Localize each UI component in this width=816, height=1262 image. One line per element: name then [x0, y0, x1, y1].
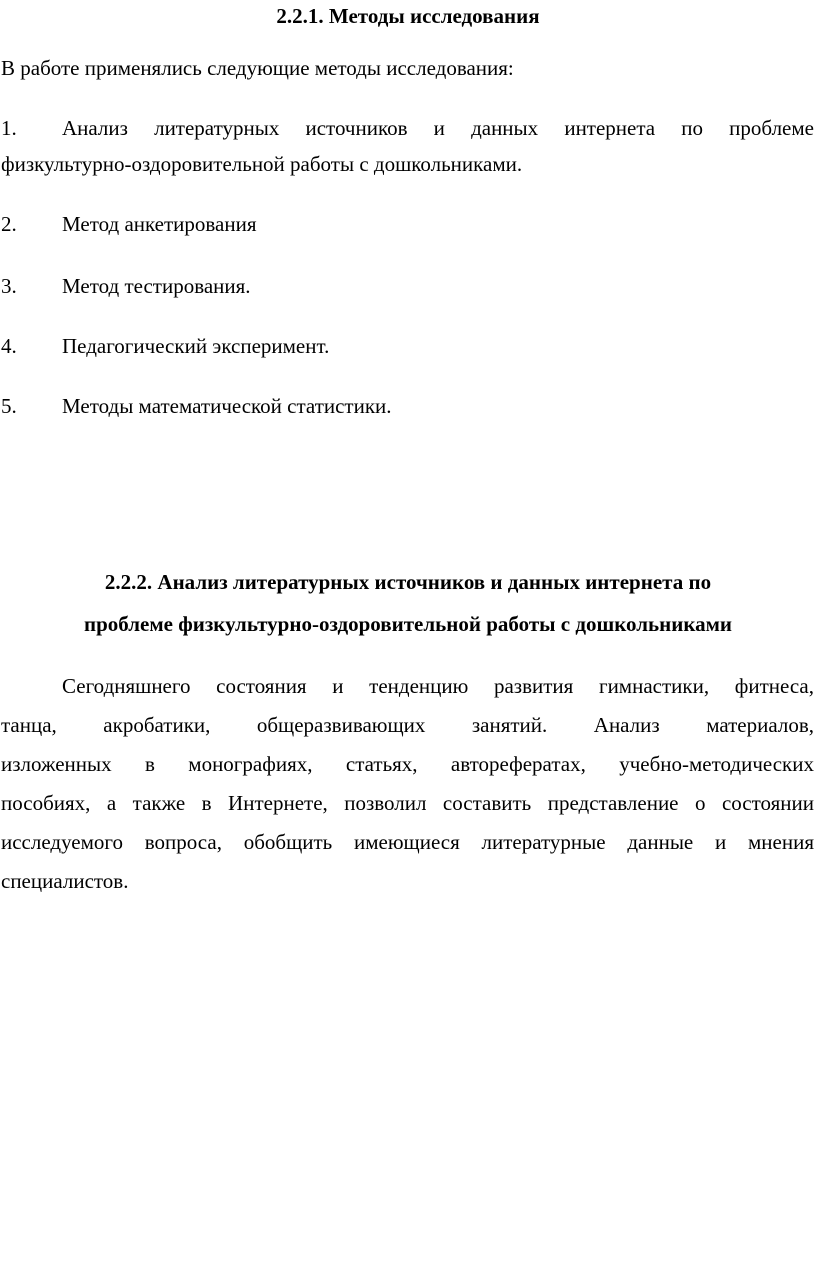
- list-item-number: 2.: [1, 212, 17, 236]
- list-item-text: Педагогический эксперимент.: [62, 334, 330, 358]
- heading-line: 2.2.2. Анализ литературных источников и данных интернета по: [104, 570, 712, 594]
- list-item: [0, 212, 814, 240]
- heading-line: проблеме физкультурно-оздоровительной работы с дошкольниками: [83, 612, 733, 636]
- intro-text: В работе применялись следующие методы исследования:: [1, 56, 514, 80]
- list-item: [0, 334, 814, 362]
- paragraph-line: исследуемого вопроса, обобщить имеющиеся литературные данные и мнения: [1, 830, 814, 854]
- paragraph-line: пособиях, а также в Интернете, позволил составить представление о состоянии: [1, 791, 814, 815]
- section-heading-literature-analysis: [0, 568, 816, 652]
- list-item-text: Метод тестирования.: [62, 274, 251, 298]
- body-paragraph: [1, 672, 814, 906]
- paragraph-line: Сегодняшнего состояния и тенденцию развития гимнастики, фитнеса,: [62, 674, 814, 698]
- list-item: [0, 394, 814, 422]
- paragraph-line: специалистов.: [1, 869, 129, 893]
- list-item-number: 4.: [1, 334, 17, 358]
- list-item-number: 1.: [1, 116, 17, 140]
- list-item-number: 5.: [1, 394, 17, 418]
- list-item-text: Метод анкетирования: [62, 212, 257, 236]
- list-item: [0, 274, 814, 302]
- list-item-text: Методы математической статистики.: [62, 394, 392, 418]
- list-item: [0, 116, 814, 180]
- section-heading-methods: 2.2.1. Методы исследования: [276, 4, 540, 28]
- list-item-text-continued: физкультурно-оздоровительной работы с дошкольниками.: [1, 152, 523, 176]
- paragraph-line: танца, акробатики, общеразвивающих занятий. Анализ материалов,: [1, 713, 814, 737]
- paragraph-line: изложенных в монографиях, статьях, авторефератах, учебно-методических: [1, 752, 814, 776]
- list-item-number: 3.: [1, 274, 17, 298]
- list-item-text: Анализ литературных источников и данных интернета по проблеме: [62, 116, 814, 140]
